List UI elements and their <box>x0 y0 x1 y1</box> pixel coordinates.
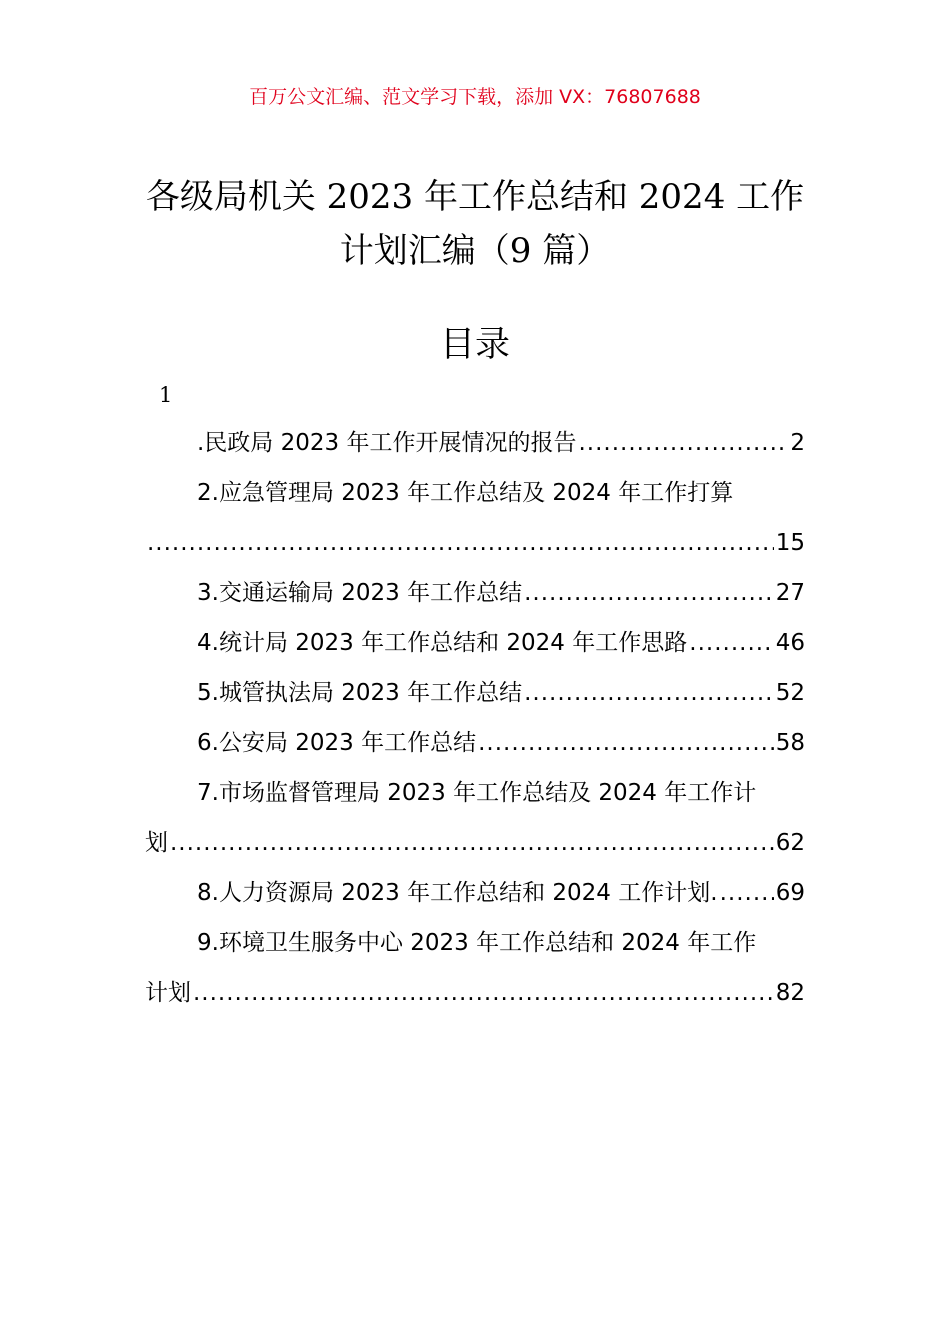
toc-leader-dots <box>524 568 774 618</box>
toc-leader-dots <box>689 618 773 668</box>
toc-entry[interactable] <box>145 668 805 718</box>
toc-entry-page: 62 <box>775 830 805 856</box>
toc-entry-continuation[interactable] <box>145 968 805 1018</box>
toc-leader-dots <box>147 518 774 568</box>
toc-entry[interactable] <box>145 618 805 668</box>
toc-entry-page: 46 <box>775 630 805 656</box>
toc-entry[interactable] <box>145 468 805 518</box>
toc-entry-page: 15 <box>775 530 805 556</box>
toc-entry[interactable] <box>145 568 805 618</box>
toc-entry-title: .民政局 2023 年工作开展情况的报告 <box>197 430 577 456</box>
toc-entry-continuation[interactable] <box>145 518 805 568</box>
toc-leader-dots <box>193 968 774 1018</box>
toc-entry[interactable] <box>145 718 805 768</box>
toc-leader-dots <box>578 418 788 468</box>
header-note: 百万公文汇编、范文学习下载，添加 VX：76807688 <box>249 86 701 108</box>
toc-entry-page: 27 <box>775 580 805 606</box>
toc-entry-title: 8.人力资源局 2023 年工作总结和 2024 工作计划. <box>197 880 718 906</box>
toc-entry-title: 7.市场监督管理局 2023 年工作总结及 2024 年工作计 <box>197 780 757 806</box>
document-title: 各级局机关 2023 年工作总结和 2024 工作计划汇编（9 篇） <box>145 177 805 271</box>
toc-leader-dots <box>170 818 774 868</box>
toc-heading: 目录 <box>439 325 510 365</box>
toc-entry-page: 2 <box>790 430 805 456</box>
toc-entry-page: 58 <box>775 730 805 756</box>
toc-entry-page: 82 <box>775 980 805 1006</box>
toc-entry-title: 划 <box>145 830 168 856</box>
toc-entry-page: 69 <box>775 880 805 906</box>
toc-entry-title: 5.城管执法局 2023 年工作总结 <box>197 680 523 706</box>
toc-leader-dots <box>720 868 774 918</box>
toc-entry-title: 6.公安局 2023 年工作总结 <box>197 730 477 756</box>
toc-entry-title: 2.应急管理局 2023 年工作总结及 2024 年工作打算 <box>197 480 734 506</box>
toc-leader-dots <box>524 668 774 718</box>
toc-entry-title: 计划 <box>145 980 191 1006</box>
toc-stray-number: 1 <box>159 383 173 407</box>
toc-entry[interactable] <box>145 868 805 918</box>
table-of-contents <box>145 418 805 1018</box>
toc-entry[interactable] <box>145 418 805 468</box>
toc-leader-dots <box>478 718 774 768</box>
toc-entry-page: 52 <box>775 680 805 706</box>
toc-entry-title: 3.交通运输局 2023 年工作总结 <box>197 580 523 606</box>
toc-entry-continuation[interactable] <box>145 818 805 868</box>
toc-entry[interactable] <box>145 918 805 968</box>
toc-entry[interactable] <box>145 768 805 818</box>
toc-entry-title: 4.统计局 2023 年工作总结和 2024 年工作思路 <box>197 630 688 656</box>
toc-entry-title: 9.环境卫生服务中心 2023 年工作总结和 2024 年工作 <box>197 930 757 956</box>
